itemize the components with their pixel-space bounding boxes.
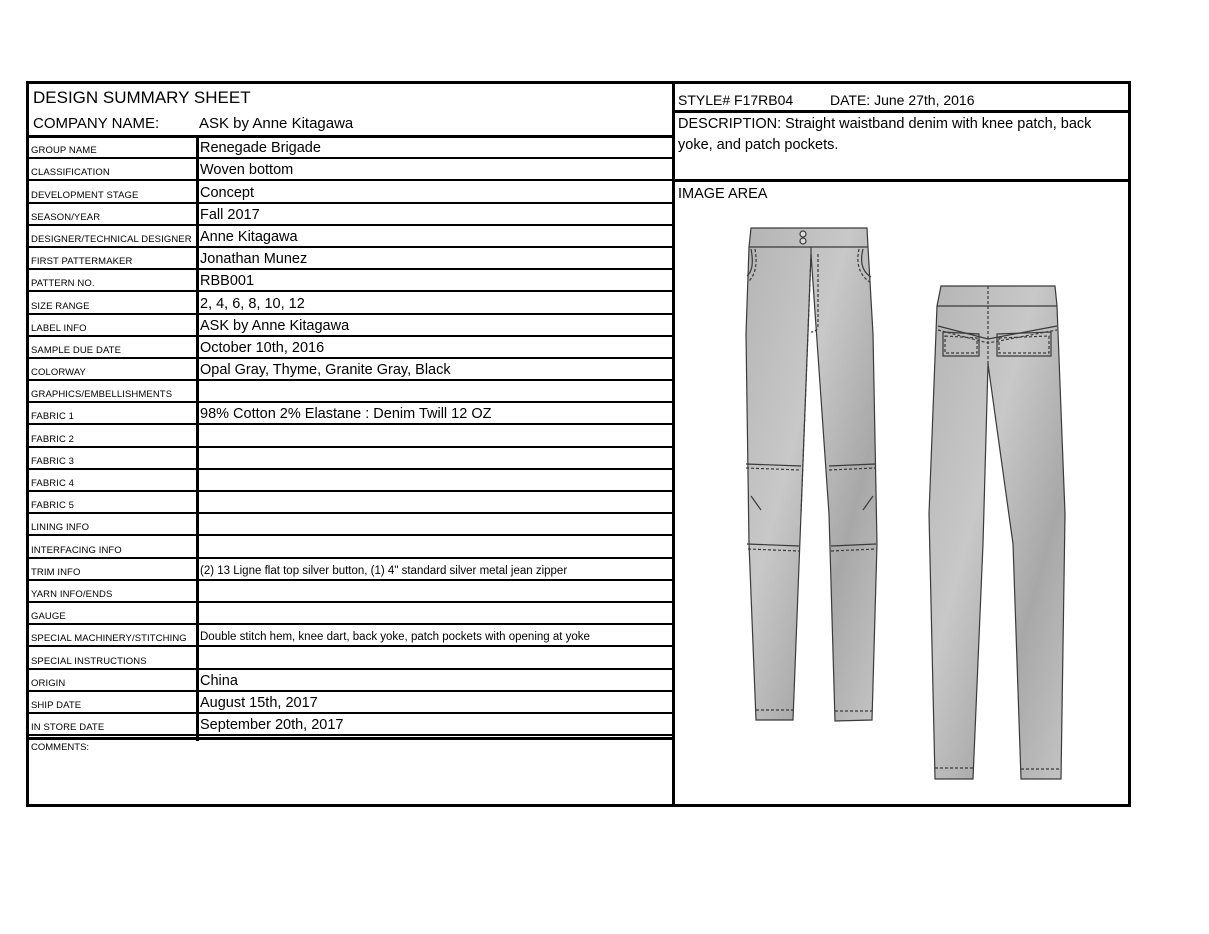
spec-row [29,559,672,581]
spec-panel [29,84,672,804]
spec-row-label: GRAPHICS/EMBELLISHMENTS [31,389,173,401]
spec-row-label: FABRIC 5 [31,500,75,512]
design-summary-sheet [26,81,1131,807]
image-panel [672,84,1128,804]
spec-row-value: Double stitch hem, knee dart, back yoke, patch pockets with opening at yoke [200,631,590,644]
spec-row-label: FABRIC 2 [31,433,75,445]
spec-row-value: (2) 13 Ligne flat top silver button, (1) 4" standard silver metal jean zipper [200,564,568,577]
spec-row-value: September 20th, 2017 [200,717,344,734]
spec-row [29,248,672,270]
spec-row-label: CLASSIFICATION [31,167,110,179]
spec-row [29,159,672,181]
spec-row-label: SPECIAL INSTRUCTIONS [31,655,147,667]
company-value: ASK by Anne Kitagawa [199,115,354,132]
column-divider [196,137,199,741]
spec-row [29,647,672,669]
spec-row-label: GROUP NAME [31,145,97,157]
spec-row [29,625,672,647]
spec-row-value: Anne Kitagawa [200,228,298,245]
style-number: STYLE# F17RB04 [678,92,794,108]
spec-row [29,514,672,536]
spec-row-label: SHIP DATE [31,699,82,711]
spec-row-label: COLORWAY [31,367,86,379]
spec-row-value: ASK by Anne Kitagawa [200,317,350,334]
spec-row-label: SEASON/YEAR [31,211,101,223]
spec-row-label: DESIGNER/TECHNICAL DESIGNER [31,233,192,245]
front-view-sketch [746,228,877,721]
spec-row-label: SIZE RANGE [31,300,90,312]
spec-row [29,226,672,248]
company-label: COMPANY NAME: [33,115,160,132]
spec-row [29,137,672,159]
spec-row [29,204,672,226]
pants-flat-sketch [715,214,1095,784]
spec-row-value: Woven bottom [200,162,294,179]
spec-row [29,381,672,403]
spec-row [29,403,672,425]
spec-row [29,670,672,692]
spec-row-value: Concept [200,184,255,201]
spec-row-label: LABEL INFO [31,322,87,334]
spec-row [29,448,672,470]
image-area-label: IMAGE AREA [678,186,768,202]
spec-row-label: IN STORE DATE [31,722,105,734]
spec-row-label: YARN INFO/ENDS [31,588,113,600]
spec-row-label: TRIM INFO [31,566,81,578]
spec-row [29,536,672,558]
spec-row-label: ORIGIN [31,677,66,689]
spec-row-label: FABRIC 3 [31,455,75,467]
spec-row-label: DEVELOPMENT STAGE [31,189,139,201]
spec-row [29,315,672,337]
spec-row-label: FIRST PATTERMAKER [31,256,133,268]
spec-row-value: RBB001 [200,273,255,290]
spec-row-label: FABRIC 4 [31,478,75,489]
spec-row [29,603,672,625]
spec-row [29,581,672,603]
back-view-sketch [929,286,1065,779]
spec-row-label: SPECIAL MACHINERY/STITCHING [31,633,187,645]
spec-row-label: SAMPLE DUE DATE [31,344,122,356]
spec-row-label: LINING INFO [31,522,90,534]
spec-row-value: August 15th, 2017 [200,694,318,711]
spec-row-label: INTERFACING INFO [31,544,122,556]
spec-row-label: PATTERN NO. [31,278,95,290]
spec-row-value: 98% Cotton 2% Elastane : Denim Twill 12 OZ [200,406,492,423]
spec-row [29,425,672,447]
spec-row-label: FABRIC 1 [31,411,75,423]
spec-row-value: Opal Gray, Thyme, Granite Gray, Black [200,362,451,379]
spec-row [29,692,672,714]
sheet-date: DATE: June 27th, 2016 [830,92,975,108]
spec-row-value: 2, 4, 6, 8, 10, 12 [200,295,305,312]
spec-row-value: China [200,672,238,689]
spec-row [29,470,672,492]
spec-row-value: October 10th, 2016 [200,339,325,356]
spec-row [29,292,672,314]
spec-row-label: GAUGE [31,611,66,623]
spec-row [29,359,672,381]
sheet-title: DESIGN SUMMARY SHEET [33,88,251,107]
comments-label: COMMENTS: [31,742,90,753]
spec-row [29,337,672,359]
description-divider [675,179,1131,182]
spec-row [29,492,672,514]
spec-row [29,714,672,736]
spec-row-value: Renegade Brigade [200,140,321,157]
spec-row-value: Fall 2017 [200,206,260,223]
description: DESCRIPTION: Straight waistband denim with knee patch, back yoke, and patch pockets. [678,116,1092,153]
style-divider [675,110,1131,113]
spec-row [29,181,672,203]
comments-divider [29,737,672,740]
spec-row [29,270,672,292]
spec-row-value: Jonathan Munez [200,251,308,268]
spec-table [29,137,672,736]
